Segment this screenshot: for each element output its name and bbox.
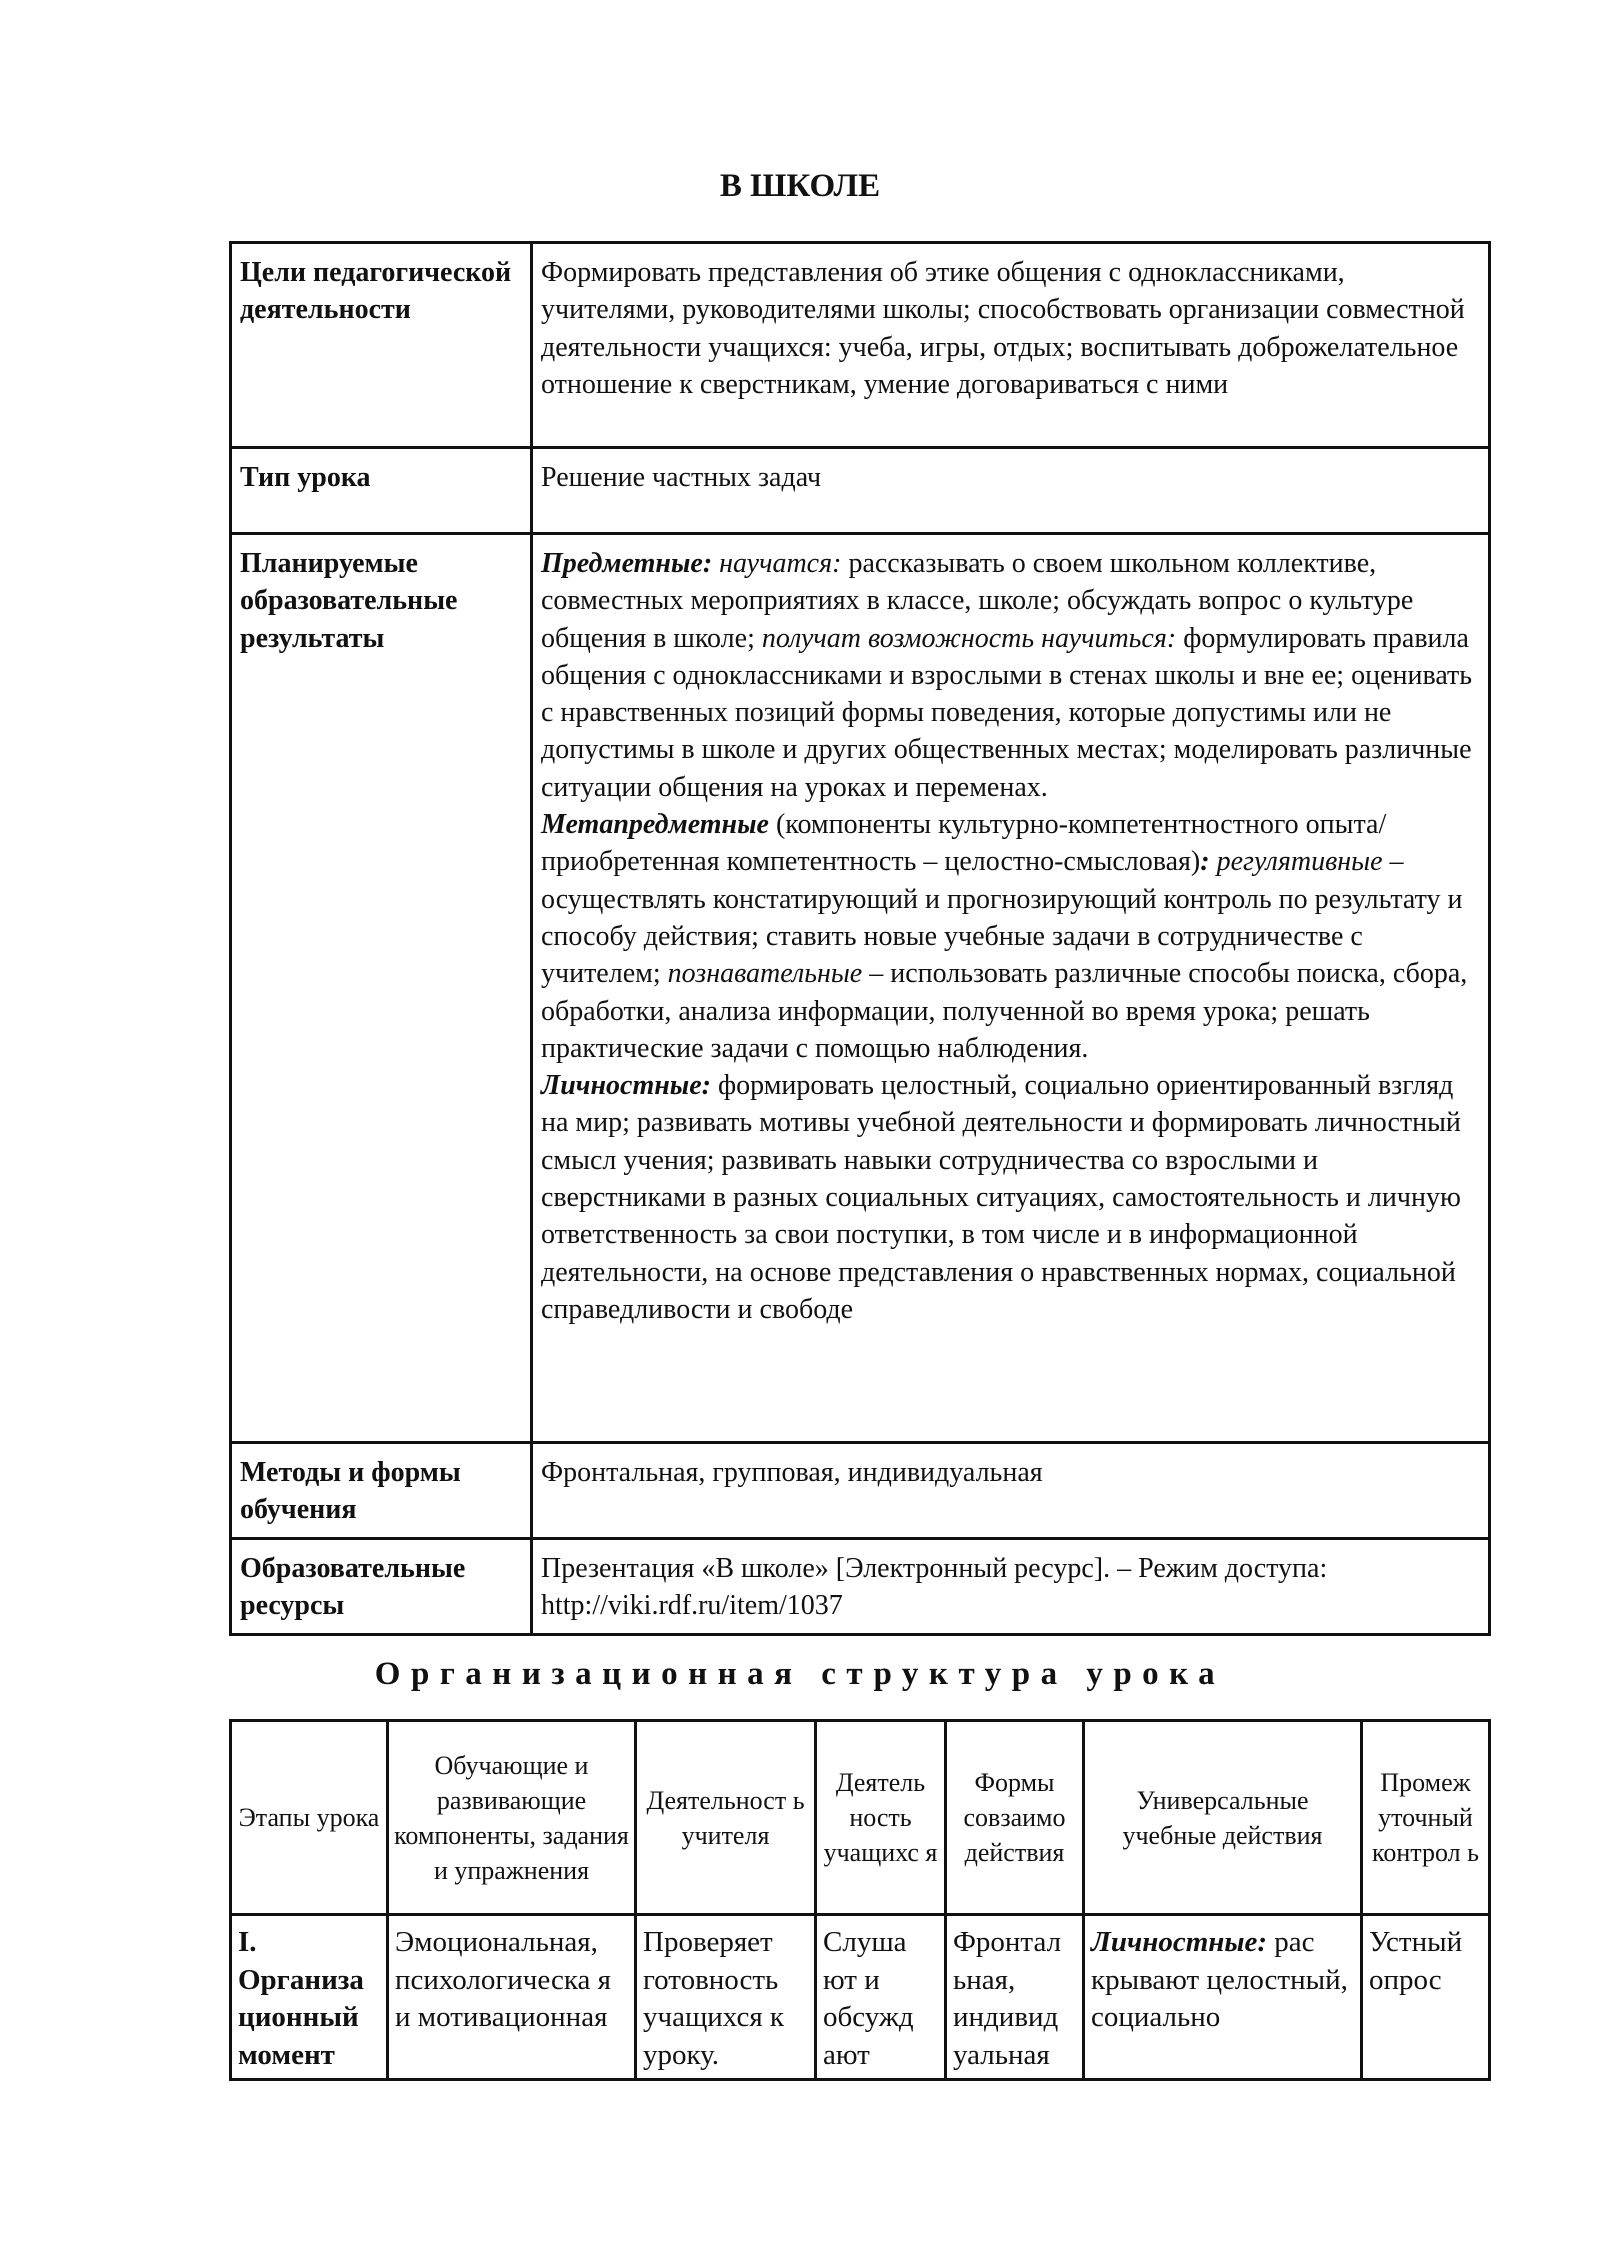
- lesson-type-text: Решение частных задач: [532, 448, 1490, 534]
- interim-control-cell: Устный опрос: [1362, 1915, 1490, 2080]
- learn-text: рассказывать о своем школьном коллективе, совместных мероприятиях в классе, школе; обсуждать вопрос о культуре общения в школе;: [541, 548, 1414, 654]
- lesson-info-table: [229, 241, 1491, 1636]
- meta-note: (компоненты культурно-компетентностного опыта/приобретенная компетентность – целостно-смысловая): [541, 809, 1387, 878]
- opportunity-text: формулировать правила общения с одноклассниками и взрослыми в стенах школы и вне ее; оценивать с нравственных позиций формы поведения, которые допустимы или не допустимы в школе и других общественных местах; моделировать различные ситуации общения на уроках и переменах.: [541, 622, 1473, 803]
- header-interaction-forms: Формы совзаимо действия: [946, 1721, 1084, 1915]
- structure-header-row: [231, 1721, 1490, 1915]
- header-student-activity: Деятель ность учащихс я: [816, 1721, 946, 1915]
- student-activity-cell: Слуша ют и обсужд ают: [816, 1915, 946, 2080]
- header-stages: Этапы урока: [231, 1721, 388, 1915]
- regulative-lead: регулятивные: [1216, 846, 1383, 878]
- structure-title: Организационная структура урока: [374, 1656, 1226, 1692]
- interaction-forms-cell: Фронтал ьная, индивид уальная: [946, 1915, 1084, 2080]
- results-text: [532, 534, 1490, 1443]
- opportunity-lead: получат возможность научиться:: [761, 622, 1177, 654]
- learning-actions-cell: [1084, 1915, 1362, 2080]
- lesson-type-label: Тип урока: [231, 448, 532, 534]
- resources-row: [231, 1539, 1490, 1635]
- lesson-type-row: [231, 448, 1490, 534]
- results-label: Планируемые образовательные результаты: [231, 534, 532, 1443]
- meta-colon: :: [1200, 846, 1210, 878]
- cognitive-text: – использовать различные способы поиска, сбора, обработки, анализа информации, полученной во время урока; решать практические задачи с помощью наблюдения.: [541, 958, 1468, 1064]
- personal-text: формировать целостный, социально ориентированный взгляд на мир; развивать мотивы учебной деятельности и формировать личностный смысл учения; развивать навыки сотрудничества со взрослыми и сверстниками в разных социальных ситуациях, самостоятельность и личную ответственность за свои поступки, в том числе и в информационной деятельности, на основе представления о нравственных нормах, социальной справедливости и свободе: [541, 1070, 1461, 1325]
- goals-label: Цели педагогической деятельности: [231, 243, 532, 448]
- personal-results-heading: Личностные:: [541, 1070, 711, 1102]
- teacher-activity-cell: Проверяет готовность учащихся к уроку.: [636, 1915, 816, 2080]
- methods-row: [231, 1443, 1490, 1539]
- learn-lead: научатся:: [719, 548, 842, 579]
- goals-text: Формировать представления об этике общения с одноклассниками, учителями, руководителями школы; способствовать организации совместной деятельности учащихся: учеба, игры, отдых; воспитывать доброжелательное отношение к сверстникам, умение договариваться с ними: [532, 243, 1490, 448]
- lesson-structure-table: [229, 1719, 1491, 2081]
- results-row: [231, 534, 1490, 1443]
- structure-row: [231, 1915, 1490, 2080]
- page-title: В ШКОЛЕ: [719, 168, 881, 204]
- header-teacher-activity: Деятельност ь учителя: [636, 1721, 816, 1915]
- goals-row: [231, 243, 1490, 448]
- meta-results-heading: Метапредметные: [541, 809, 769, 841]
- header-learning-actions: Универсальные учебные действия: [1084, 1721, 1362, 1915]
- methods-text: Фронтальная, групповая, индивидуальная: [532, 1443, 1490, 1539]
- stage-cell: I. Организа ционный момент: [231, 1915, 388, 2080]
- uud-heading: Личностные:: [1091, 1926, 1268, 1958]
- methods-label: Методы и формы обучения: [231, 1443, 532, 1539]
- header-interim-control: Промеж уточный контрол ь: [1362, 1721, 1490, 1915]
- header-components: Обучающие и развивающие компоненты, задания и упражнения: [388, 1721, 636, 1915]
- subject-results-heading: Предметные:: [541, 548, 713, 579]
- resources-text: Презентация «В школе» [Электронный ресурс]. – Режим доступа: http://viki.rdf.ru/item/1037: [532, 1539, 1490, 1635]
- components-cell: Эмоциональная, психологическа я и мотивационная: [388, 1915, 636, 2080]
- regulative-text: – осуществлять констатирующий и прогнозирующий контроль по результату и способу действия; ставить новые учебные задачи в сотрудничестве с учителем;: [541, 846, 1463, 990]
- uud-text: рас крывают целостный, социально: [1091, 1926, 1348, 2033]
- resources-label: Образовательные ресурсы: [231, 1539, 532, 1635]
- cognitive-lead: познавательные: [667, 958, 863, 990]
